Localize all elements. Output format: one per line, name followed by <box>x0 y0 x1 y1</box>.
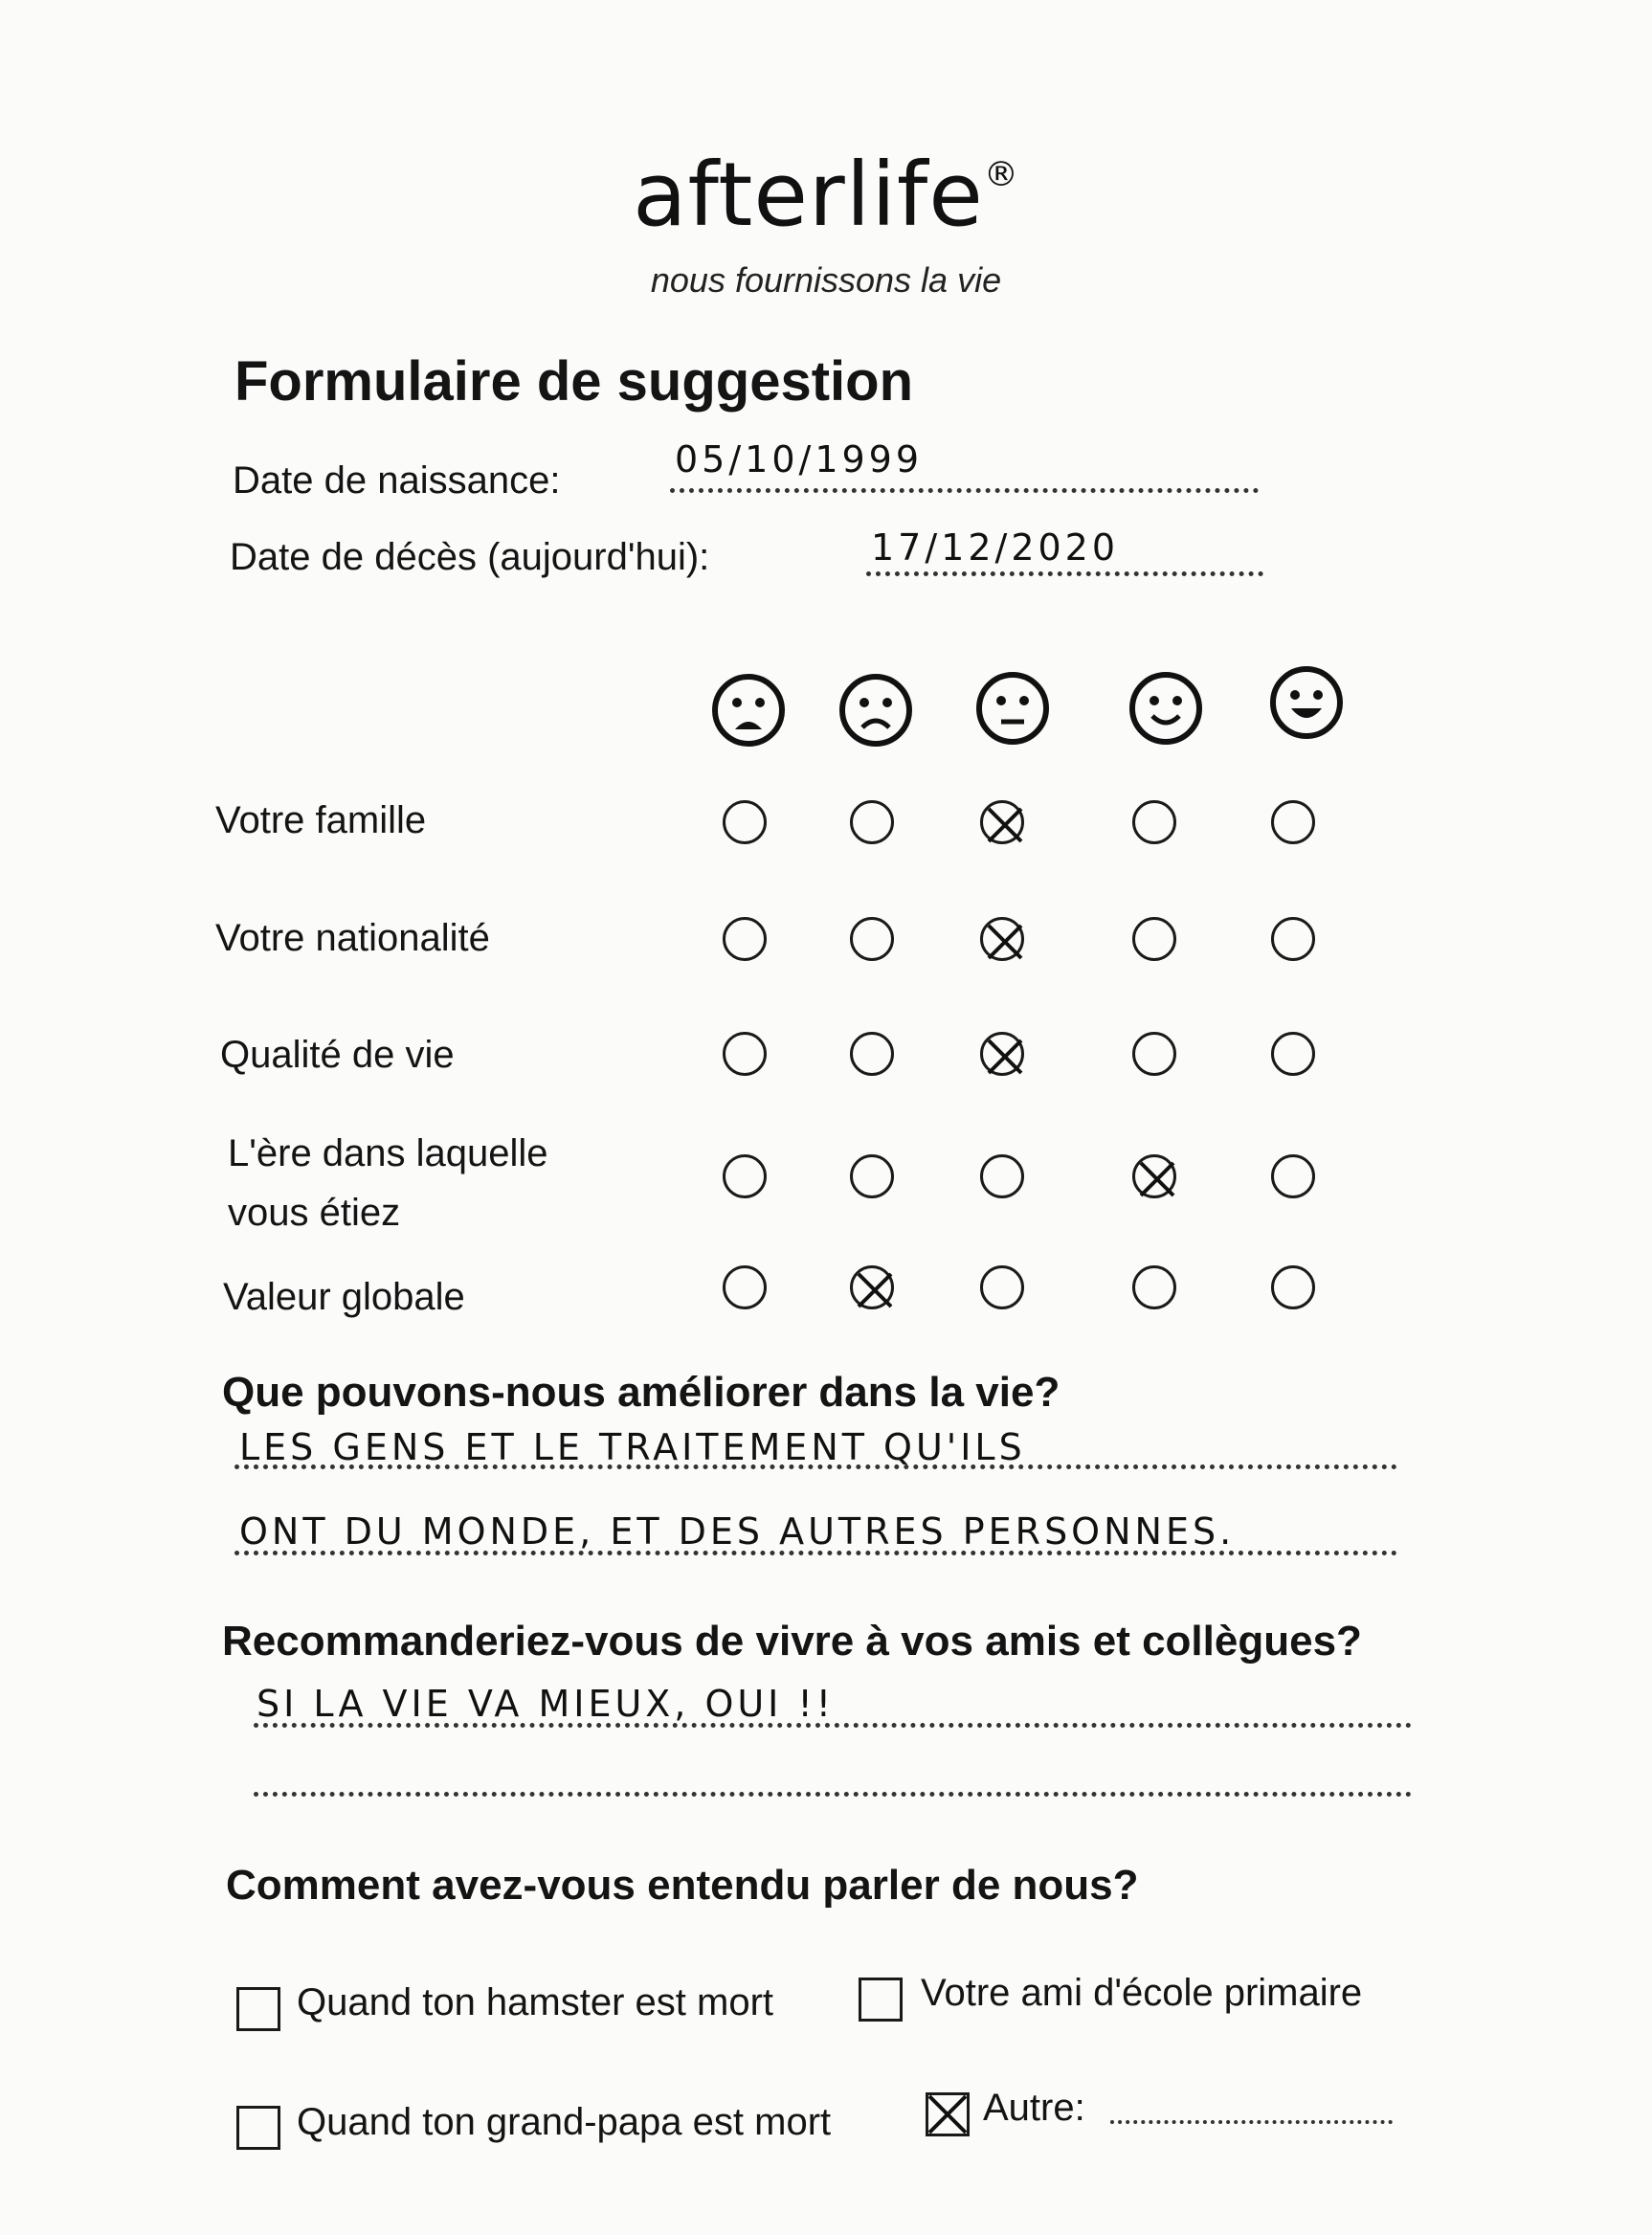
rating-label-nationality: Votre nationalité <box>215 917 490 959</box>
form-title: Formulaire de suggestion <box>234 350 913 413</box>
radio-overall-3[interactable] <box>980 1265 1024 1309</box>
option-label-school-friend: Votre ami d'école primaire <box>921 1972 1363 2014</box>
radio-cross-icon <box>975 1027 1035 1086</box>
radio-overall-5[interactable] <box>1271 1265 1315 1309</box>
recommend-answer-1[interactable]: SI LA VIE VA MIEUX, OUI !! <box>257 1683 835 1725</box>
radio-quality-5[interactable] <box>1271 1032 1315 1076</box>
very-sad-face-icon <box>710 672 787 749</box>
radio-family-1[interactable] <box>723 800 767 844</box>
radio-family-2[interactable] <box>850 800 894 844</box>
radio-cross-icon <box>1127 1150 1187 1209</box>
radio-quality-3[interactable] <box>980 1032 1024 1076</box>
birth-date-field[interactable]: 05/10/1999 <box>675 438 924 481</box>
radio-cross-icon <box>845 1261 904 1320</box>
smile-face-icon <box>1127 670 1204 747</box>
brand-name: afterlife <box>633 144 984 246</box>
rating-label-era-line1: L'ère dans laquelle <box>228 1132 548 1174</box>
birth-date-label: Date de naissance: <box>233 459 561 502</box>
rating-label-family: Votre famille <box>215 799 427 841</box>
brand-tagline: nous fournissons la vie <box>650 260 1002 300</box>
rating-label-overall: Valeur globale <box>223 1276 465 1318</box>
radio-nationality-2[interactable] <box>850 917 894 961</box>
radio-overall-2[interactable] <box>850 1265 894 1309</box>
neutral-face-icon <box>974 670 1051 747</box>
checkbox-grandpa[interactable] <box>236 2106 280 2150</box>
improve-answer-2[interactable]: ONT DU MONDE, ET DES AUTRES PERSONNES. <box>239 1510 1236 1553</box>
radio-era-4[interactable] <box>1132 1154 1176 1198</box>
radio-overall-4[interactable] <box>1132 1265 1176 1309</box>
grin-face-icon <box>1268 664 1345 741</box>
radio-family-5[interactable] <box>1271 800 1315 844</box>
radio-nationality-4[interactable] <box>1132 917 1176 961</box>
radio-family-4[interactable] <box>1132 800 1176 844</box>
improve-question: Que pouvons-nous améliorer dans la vie? <box>222 1369 1060 1416</box>
radio-era-2[interactable] <box>850 1154 894 1198</box>
checkbox-hamster[interactable] <box>236 1987 280 2031</box>
radio-quality-2[interactable] <box>850 1032 894 1076</box>
death-date-label: Date de décès (aujourd'hui): <box>230 536 710 578</box>
source-question: Comment avez-vous entendu parler de nous? <box>226 1862 1139 1909</box>
radio-family-3[interactable] <box>980 800 1024 844</box>
radio-quality-1[interactable] <box>723 1032 767 1076</box>
birth-date-line <box>670 488 1259 493</box>
sad-face-icon <box>837 672 914 749</box>
option-label-other: Autre: <box>983 2087 1085 2129</box>
recommend-line-2 <box>254 1792 1412 1797</box>
brand-logo <box>0 144 1652 246</box>
death-date-field[interactable]: 17/12/2020 <box>871 526 1120 569</box>
radio-quality-4[interactable] <box>1132 1032 1176 1076</box>
rating-label-era-line2: vous étiez <box>228 1192 401 1234</box>
radio-nationality-3[interactable] <box>980 917 1024 961</box>
check-x-icon <box>926 2092 970 2136</box>
radio-era-1[interactable] <box>723 1154 767 1198</box>
radio-era-5[interactable] <box>1271 1154 1315 1198</box>
radio-cross-icon <box>975 912 1035 972</box>
radio-nationality-5[interactable] <box>1271 917 1315 961</box>
rating-label-quality: Qualité de vie <box>220 1034 455 1076</box>
death-date-line <box>866 571 1263 576</box>
registered-mark: ® <box>983 155 1019 194</box>
other-fill-line <box>1110 2120 1393 2124</box>
improve-answer-1[interactable]: LES GENS ET LE TRAITEMENT QU'ILS <box>239 1426 1026 1468</box>
option-label-hamster: Quand ton hamster est mort <box>297 1981 774 2023</box>
checkbox-school-friend[interactable] <box>859 1978 903 2022</box>
radio-overall-1[interactable] <box>723 1265 767 1309</box>
option-label-grandpa: Quand ton grand-papa est mort <box>297 2101 832 2143</box>
recommend-question: Recommanderiez-vous de vivre à vos amis et collègues? <box>222 1618 1362 1665</box>
radio-cross-icon <box>975 795 1035 855</box>
radio-nationality-1[interactable] <box>723 917 767 961</box>
checkbox-other[interactable] <box>926 2092 970 2136</box>
radio-era-3[interactable] <box>980 1154 1024 1198</box>
